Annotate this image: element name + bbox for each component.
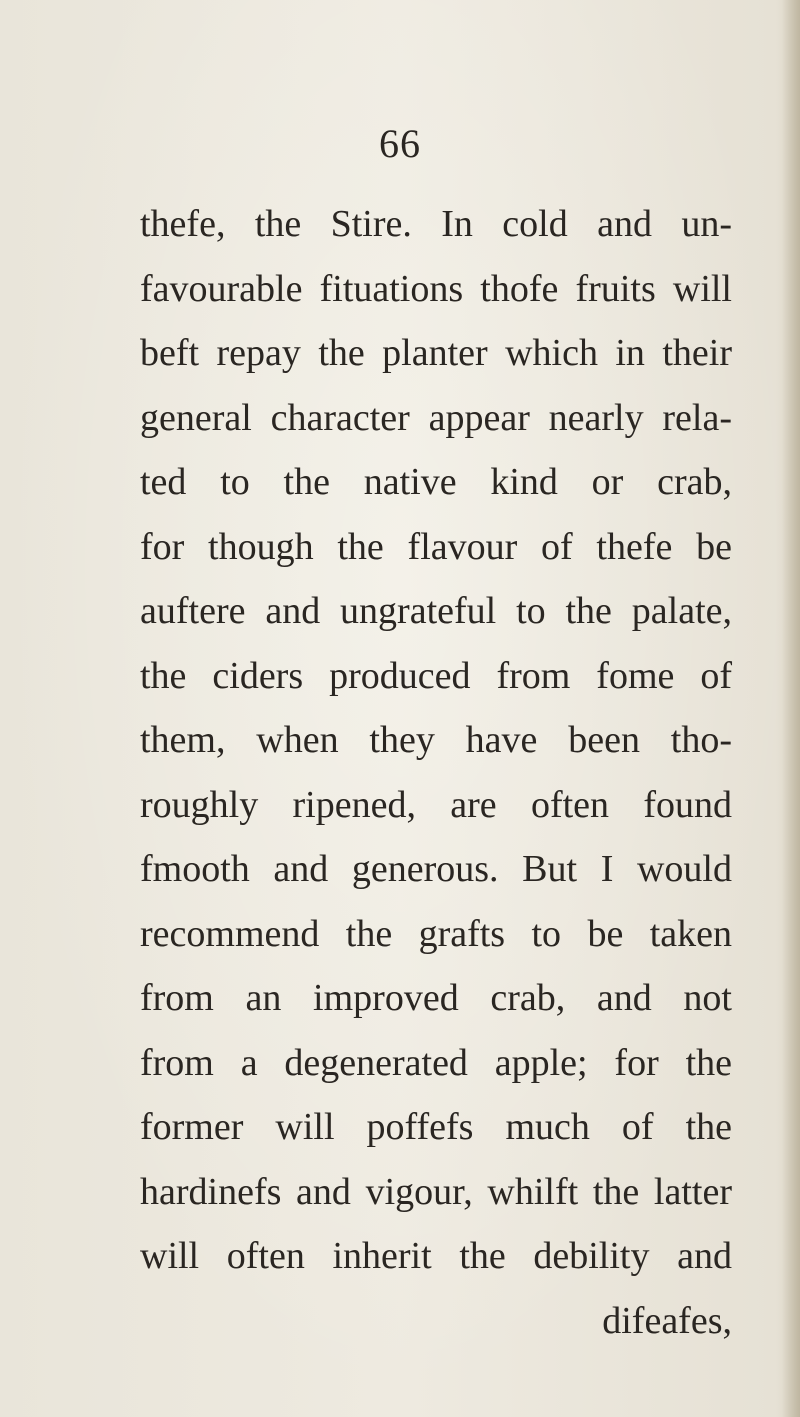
text-line: them, when they have been tho-	[140, 719, 732, 761]
text-line: former will poffefs much of the	[140, 1106, 732, 1148]
text-line: thefe, the Stire. In cold and un-	[140, 203, 732, 245]
text-line: the ciders produced from fome of	[140, 654, 732, 697]
text-line: ted to the native kind or crab,	[140, 461, 732, 503]
text-line: recommend the grafts to be taken	[140, 912, 732, 955]
text-line: fmooth and generous. But I would	[140, 848, 732, 890]
page-edge-shadow	[782, 0, 800, 1417]
text-line: general character appear nearly rela-	[140, 396, 732, 439]
text-line: for though the flavour of thefe be	[140, 525, 732, 568]
text-line: from an improved crab, and not	[140, 977, 732, 1019]
text-line: auftere and ungrateful to the palate,	[140, 590, 732, 632]
text-line: from a degenerated apple; for the	[140, 1041, 732, 1084]
text-line: will often inherit the debility and	[140, 1235, 732, 1277]
text-line: roughly ripened, are often found	[140, 783, 732, 826]
text-line: hardinefs and vigour, whilft the latter	[140, 1170, 732, 1213]
catchword: difeafes,	[602, 1299, 732, 1342]
text-line: favourable fituations thofe fruits will	[140, 267, 732, 310]
page-number: 66	[379, 121, 421, 166]
body-text	[140, 192, 732, 1353]
text-line: beft repay the planter which in their	[140, 332, 732, 374]
